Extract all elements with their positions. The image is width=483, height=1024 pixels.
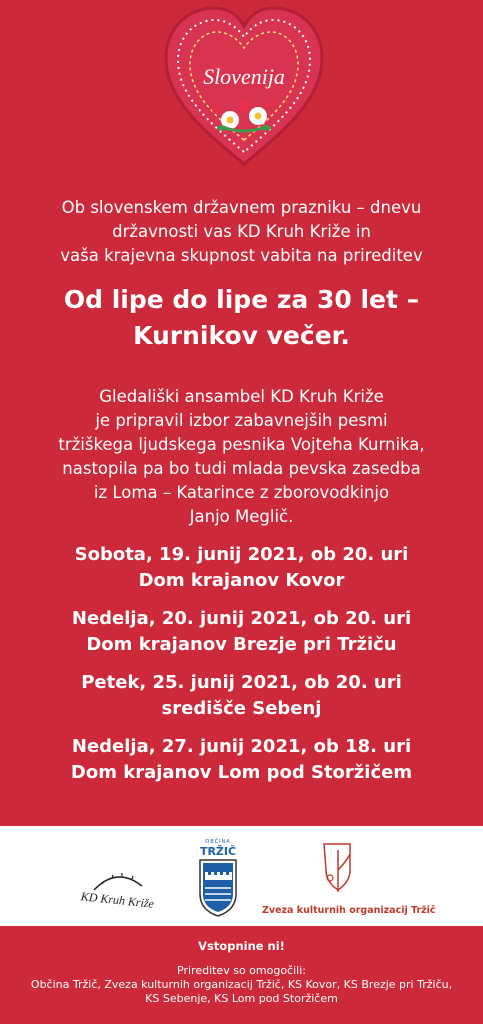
title-line: Kurnikov večer. xyxy=(133,321,350,350)
sponsors-text xyxy=(0,964,483,1006)
description-line: Janjo Meglič. xyxy=(189,507,294,526)
zko-name-label: Zveza kulturnih organizacij Tržič xyxy=(262,905,436,916)
title-line: Od lipe do lipe za 30 let – xyxy=(63,285,420,314)
event-date: Sobota, 19. junij 2021, ob 20. uri xyxy=(74,544,409,565)
event-venue: Dom krajanov Lom pod Storžičem xyxy=(70,762,413,783)
zko-trzic-logo xyxy=(262,838,436,922)
event-title xyxy=(0,282,483,354)
event-description xyxy=(0,385,483,529)
intro-line: državnosti vas KD Kruh Križe in xyxy=(112,222,371,241)
description-line: Gledališki ansambel KD Kruh Križe xyxy=(99,387,384,406)
description-line: iz Loma – Katarince z zborovodkinjo xyxy=(93,483,390,502)
event-entry xyxy=(0,606,483,658)
description-line: tržiškega ljudskega pesnika Vojteha Kurnika, xyxy=(58,435,425,454)
intro-line: vaša krajevna skupnost vabita na prireditev xyxy=(60,246,423,265)
event-venue: Dom krajanov Brezje pri Tržiču xyxy=(86,634,397,655)
description-line: je pripravil izbor zabavnejših pesmi xyxy=(95,411,388,430)
intro-text xyxy=(0,196,483,268)
event-entry xyxy=(0,670,483,722)
footer xyxy=(0,938,483,1006)
event-schedule xyxy=(0,542,483,798)
event-venue: Dom krajanov Kovor xyxy=(138,570,345,591)
obcina-name-label: TRŽIČ xyxy=(199,845,237,858)
sponsors-line: Prireditev so omogočili: xyxy=(177,964,306,977)
kd-logo-text: KD Kruh Križe xyxy=(80,889,155,911)
obcina-small-label: OBČINA xyxy=(205,839,231,845)
sponsors-line: Občina Tržič, Zveza kulturnih organizacij Tržič, KS Kovor, KS Brezje pri Tržiču, xyxy=(30,978,453,991)
event-entry xyxy=(0,734,483,786)
intro-line: Ob slovenskem državnem prazniku – dnevu xyxy=(61,198,422,217)
event-entry xyxy=(0,542,483,594)
sponsors-line: KS Sebenje, KS Lom pod Storžičem xyxy=(145,992,338,1005)
sponsor-logos-band xyxy=(0,826,483,926)
event-venue: središče Sebenj xyxy=(161,698,322,719)
event-date: Nedelja, 27. junij 2021, ob 18. uri xyxy=(71,736,412,757)
free-entry-note: Vstopnine ni! xyxy=(198,939,285,953)
linden-leaf-icon xyxy=(320,840,358,896)
description-line: nastopila pa bo tudi mlada pevska zasedba xyxy=(62,459,421,478)
event-date: Petek, 25. junij 2021, ob 20. uri xyxy=(81,672,402,693)
heart-logo-text: Slovenija xyxy=(203,64,285,89)
obcina-trzic-crest xyxy=(196,836,240,918)
gingerbread-heart-logo xyxy=(160,2,328,170)
event-date: Nedelja, 20. junij 2021, ob 20. uri xyxy=(71,608,412,629)
kd-kruh-krize-logo xyxy=(72,860,162,916)
